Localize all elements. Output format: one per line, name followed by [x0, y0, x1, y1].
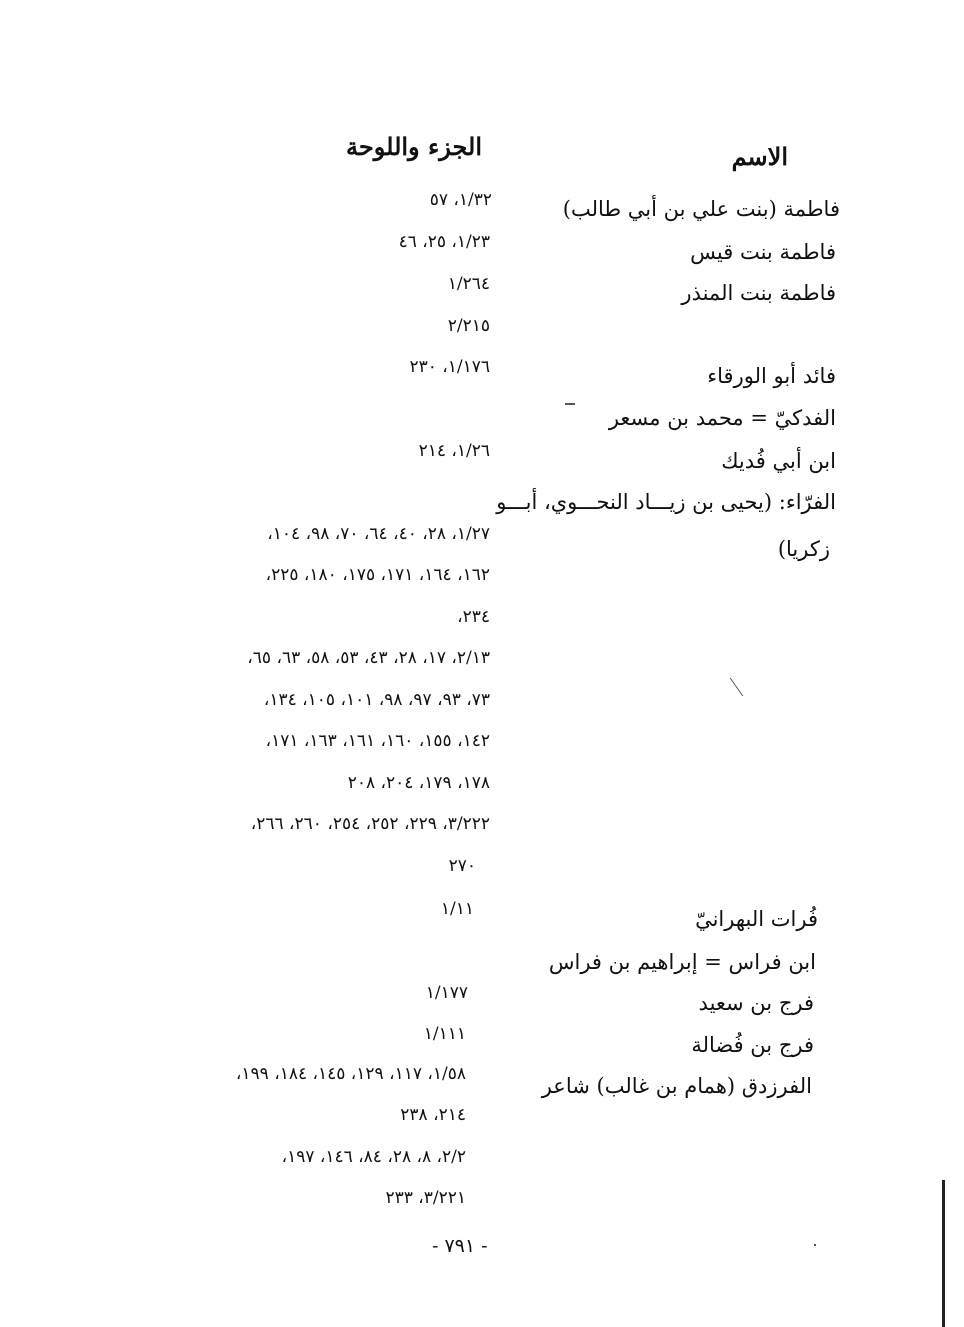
- name-column-header: الاسم: [731, 142, 788, 171]
- entry-ref: ١/١١١: [423, 1024, 466, 1044]
- entry-ref: ١/٥٨، ١١٧، ١٢٩، ١٤٥، ١٨٤، ١٩٩،: [235, 1064, 466, 1084]
- entry-ref: ١٧٨، ١٧٩، ٢٠٤، ٢٠٨: [347, 773, 490, 793]
- entry-ref: ٣/٢٢١، ٢٣٣: [385, 1188, 466, 1208]
- entry-ref: ٧٣، ٩٣، ٩٧، ٩٨، ١٠١، ١٠٥، ١٣٤،: [263, 690, 490, 710]
- scan-speck: [565, 403, 575, 405]
- entry-name: فُرات البهرانيّ: [695, 907, 818, 931]
- entry-ref: ١/٢٦٤: [447, 274, 490, 294]
- entry-ref: ٢٣٤،: [457, 607, 490, 627]
- entry-ref: ١/٢٣، ٢٥، ٤٦: [398, 232, 490, 252]
- entry-ref: ١٤٢، ١٥٥، ١٦٠، ١٦١، ١٦٣، ١٧١،: [265, 731, 490, 751]
- entry-ref: ٣/٢٢٢، ٢٢٩، ٢٥٢، ٢٥٤، ٢٦٠، ٢٦٦،: [250, 814, 490, 834]
- entry-ref: ٢١٤، ٢٣٨: [400, 1105, 466, 1125]
- entry-name: الفرزدق (همام بن غالب) شاعر: [541, 1074, 812, 1098]
- entry-name: فرج بن فُضالة: [691, 1033, 814, 1057]
- entry-name: فاطمة (بنت علي بن أبي طالب): [562, 197, 840, 221]
- entry-name: ابن فراس = إبراهيم بن فراس: [548, 950, 816, 974]
- entry-name: فاطمة بنت المنذر: [681, 281, 836, 305]
- page-number: - ٧٩١ -: [432, 1235, 488, 1257]
- entry-ref: ٢/٢١٥: [447, 316, 490, 336]
- entry-ref: ١/٣٢، ٥٧: [429, 190, 492, 210]
- entry-ref: ١/١٧٧: [425, 983, 468, 1003]
- entry-ref: ٢٧٠: [448, 856, 476, 876]
- entry-ref: ١٦٢، ١٦٤، ١٧١، ١٧٥، ١٨٠، ٢٢٥،: [265, 565, 490, 585]
- entry-ref: ١/٢٦، ٢١٤: [418, 441, 490, 461]
- entry-name: فائد أبو الورقاء: [707, 364, 836, 388]
- entry-name: ابن أبي فُديك: [721, 449, 836, 473]
- entry-ref: ٢/١٣، ١٧، ٢٨، ٤٣، ٥٣، ٥٨، ٦٣، ٦٥،: [247, 648, 490, 668]
- ref-column-header: الجزء واللوحة: [346, 132, 482, 161]
- entry-ref: ١/١١: [440, 899, 474, 919]
- entry-ref: ١/٢٧، ٢٨، ٤٠، ٦٤، ٧٠، ٩٨، ١٠٤،: [267, 524, 490, 544]
- scan-speck: [814, 1244, 816, 1246]
- entry-ref: ٢/٢، ٨، ٢٨، ٨٤، ١٤٦، ١٩٧،: [281, 1147, 466, 1167]
- entry-name: الفدكيّ = محمد بن مسعر: [608, 406, 836, 430]
- scan-edge-line: [942, 1180, 945, 1327]
- scan-speck: [730, 678, 743, 697]
- entry-name: فرج بن سعيد: [698, 991, 814, 1015]
- entry-name: الفرّاء: (يحيى بن زيـــاد النحـــوي، أبـــو: [496, 490, 836, 514]
- entry-name: زكريا): [777, 537, 830, 561]
- entry-name: فاطمة بنت قيس: [690, 240, 836, 264]
- entry-ref: ١/١٧٦، ٢٣٠: [409, 357, 490, 377]
